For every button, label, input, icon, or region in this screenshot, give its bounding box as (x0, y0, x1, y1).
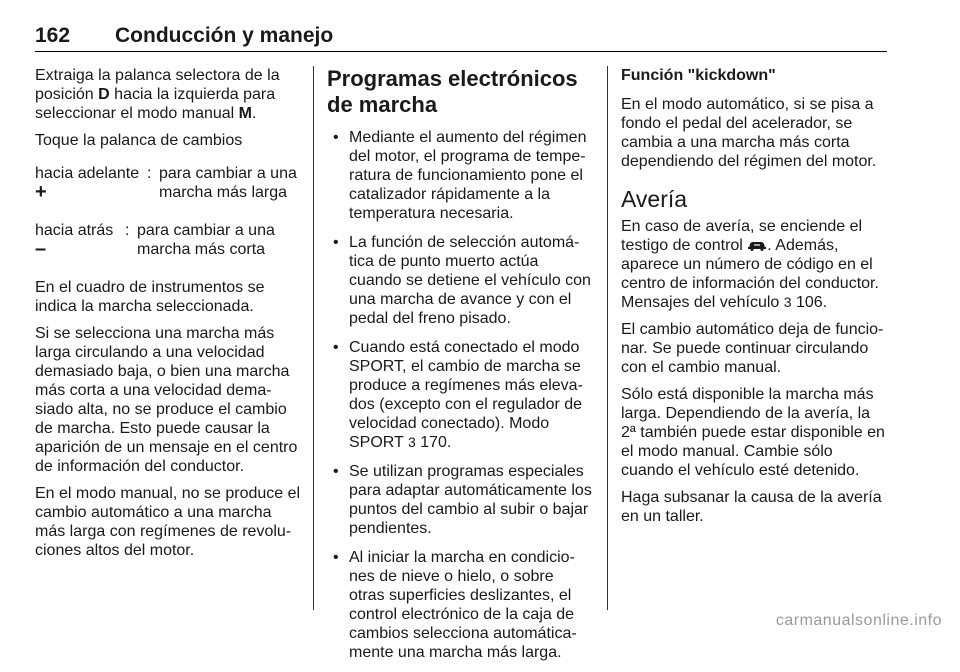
definition-term: hacia adelante + (35, 165, 140, 203)
column-right (621, 66, 889, 534)
definition-colon: : (125, 222, 130, 239)
column-divider (607, 66, 608, 610)
list-item: • Se utilizan programas especiales para adaptar automáticamente los puntos del cambio al subir o bajar pendientes. (327, 462, 593, 538)
definition-term: hacia atrás – (35, 222, 114, 260)
page-number: 162 (35, 24, 71, 47)
plus-icon: + (35, 181, 47, 203)
list-item: • La función de selección automática de punto muerto actúa cuando se detiene el vehículo con una marcha de avance y con el pedal del freno pisado. (327, 233, 593, 328)
definition-text: para cambiar a una marcha más larga (159, 165, 297, 201)
list-item: • Al iniciar la marcha en condiciones de nieve o hielo, o sobre otras superficies deslizantes, el control electrónico de la caja de cambios selecciona automáticamente una marcha más larga. (327, 548, 593, 662)
page-reference: 106. (791, 294, 828, 311)
page-reference-icon: 3 (407, 434, 416, 450)
paragraph-shift-warning: Si se selecciona una marcha más larga circulando a una velocidad demasiado baja, o bien una marcha más corta a una velocidad demasiado alta, no se produce el cambio de marcha. Esto puede causar la aparición de un mensaje en el centro de información del conductor. (35, 325, 298, 475)
paragraph-averia-stop: El cambio automático deja de funcionar. Se puede continuar circulando con el cambio manual. (621, 321, 884, 376)
paragraph-averia-gear: Sólo está disponible la marcha más larga. Dependiendo de la avería, la 2ª también puede estar disponible en el modo manual. Cambie sólo cuando el vehículo esté detenido. (621, 386, 885, 479)
minus-icon: – (35, 238, 47, 260)
page-header (35, 22, 887, 52)
car-wrench-warning-icon (747, 239, 767, 251)
chapter-title: Conducción y manejo (115, 24, 334, 47)
paragraph-display: En el cuadro de instrumentos se indica la marcha seleccionada. (35, 279, 265, 315)
definition-text: para cambiar a una marcha más corta (137, 222, 275, 258)
page-reference: 170. (415, 434, 452, 451)
paragraph-manual-no-auto: En el modo manual, no se produce el cambio automático a una marcha más larga con regímenes de revoluciones altos del motor. (35, 485, 301, 559)
paragraph-manual-mode: Extraiga la palanca selectora de la posición D hacia la izquierda para seleccionar el modo manual M. (35, 67, 280, 122)
list-item: • Mediante el aumento del régimen del motor, el programa de temperatura de funcionamiento pone el catalizador rápidamente a la temperatura necesaria. (327, 128, 593, 223)
gear-d-label: D (98, 86, 110, 103)
gear-m-label: M (238, 105, 252, 122)
column-middle (327, 66, 593, 672)
section-title-programs: Programas electrónicos de marcha (327, 66, 578, 117)
list-item: • Cuando está conectado el modo SPORT, el cambio de marcha se produce a regímenes más elevados (excepto con el regulador de velocidad conectado). Modo SPORT 3 170. (327, 338, 593, 452)
page-reference-icon: 3 (783, 294, 792, 310)
definition-back (35, 221, 303, 260)
column-divider (313, 66, 314, 610)
paragraph-averia-warning: En caso de avería, se enciende el testigo de control . Además, aparece un número de código en el centro de información del conductor. Mensajes del vehículo 3 106. (621, 218, 879, 311)
watermark: carmanualsonline.info (775, 612, 942, 629)
bullet-list (327, 128, 593, 662)
section-title-averia: Avería (621, 186, 688, 212)
section-title-kickdown: Función "kickdown" (621, 67, 776, 84)
paragraph-kickdown: En el modo automático, si se pisa a fondo el pedal del acelerador, se cambia a una marcha más corta dependiendo del régimen del motor. (621, 96, 877, 170)
paragraph-averia-workshop: Haga subsanar la causa de la avería en un taller. (621, 489, 882, 525)
paragraph-touch-lever: Toque la palanca de cambios (35, 132, 243, 149)
column-left (35, 66, 303, 568)
definition-colon: : (147, 165, 152, 182)
definition-forward (35, 164, 303, 203)
